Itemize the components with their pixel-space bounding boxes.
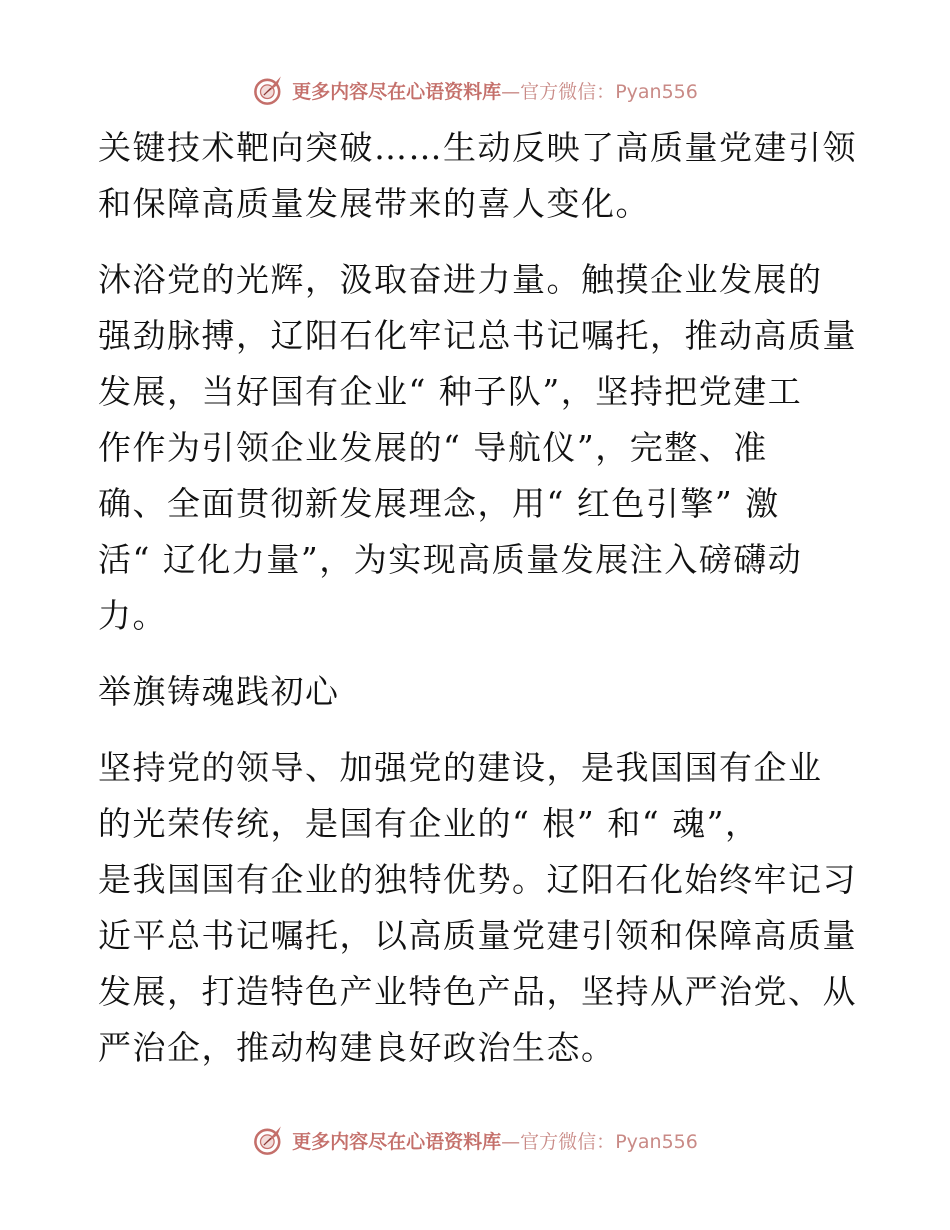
text-line: 坚持党的领导、加强党的建设，是我国国有企业	[98, 748, 823, 787]
text-line: 和保障高质量发展带来的喜人变化。	[98, 184, 650, 223]
watermark-id: Pyan556	[615, 1130, 698, 1153]
watermark-label: 官方微信：	[520, 80, 616, 103]
paragraph	[98, 120, 858, 232]
watermark-dash: —	[501, 80, 521, 103]
watermark-site: 更多内容尽在心语资料库	[292, 80, 502, 103]
text-line: 是我国国有企业的独特优势。辽阳石化始终牢记习	[98, 860, 857, 899]
watermark-site: 更多内容尽在心语资料库	[292, 1130, 502, 1153]
text-line: 确、全面贯彻新发展理念，用“ 红色引擎” 激	[98, 484, 780, 523]
section-heading	[98, 664, 858, 720]
text-line: 关键技术靶向突破……生动反映了高质量党建引领	[98, 128, 857, 167]
watermark-dash: —	[501, 1130, 521, 1153]
watermark-text	[292, 77, 698, 104]
watermark-label: 官方微信：	[520, 1130, 616, 1153]
watermark-text	[292, 1127, 698, 1154]
text-line: 的光荣传统，是国有企业的“ 根” 和“ 魂”，	[98, 804, 760, 843]
text-line: 沐浴党的光辉，汲取奋进力量。触摸企业发展的	[98, 260, 823, 299]
text-line: 发展，当好国有企业“ 种子队”，坚持把党建工	[98, 372, 803, 411]
text-line: 作作为引领企业发展的“ 导航仪”，完整、准	[98, 428, 768, 467]
paragraph	[98, 740, 858, 1076]
footer-watermark	[0, 1120, 950, 1160]
text-line: 力。	[98, 596, 167, 635]
quill-pen-logo-icon	[252, 1123, 286, 1157]
paragraph	[98, 252, 858, 644]
header-watermark	[0, 70, 950, 110]
text-line: 强劲脉搏，辽阳石化牢记总书记嘱托，推动高质量	[98, 316, 857, 355]
document-body	[98, 120, 858, 1076]
watermark-id: Pyan556	[615, 80, 698, 103]
quill-pen-logo-icon	[252, 73, 286, 107]
text-line: 近平总书记嘱托，以高质量党建引领和保障高质量	[98, 916, 857, 955]
text-line: 举旗铸魂践初心	[98, 672, 340, 711]
text-line: 发展，打造特色产业特色产品，坚持从严治党、从	[98, 972, 857, 1011]
text-line: 活“ 辽化力量”，为实现高质量发展注入磅礴动	[98, 540, 803, 579]
text-line: 严治企，推动构建良好政治生态。	[98, 1028, 616, 1067]
